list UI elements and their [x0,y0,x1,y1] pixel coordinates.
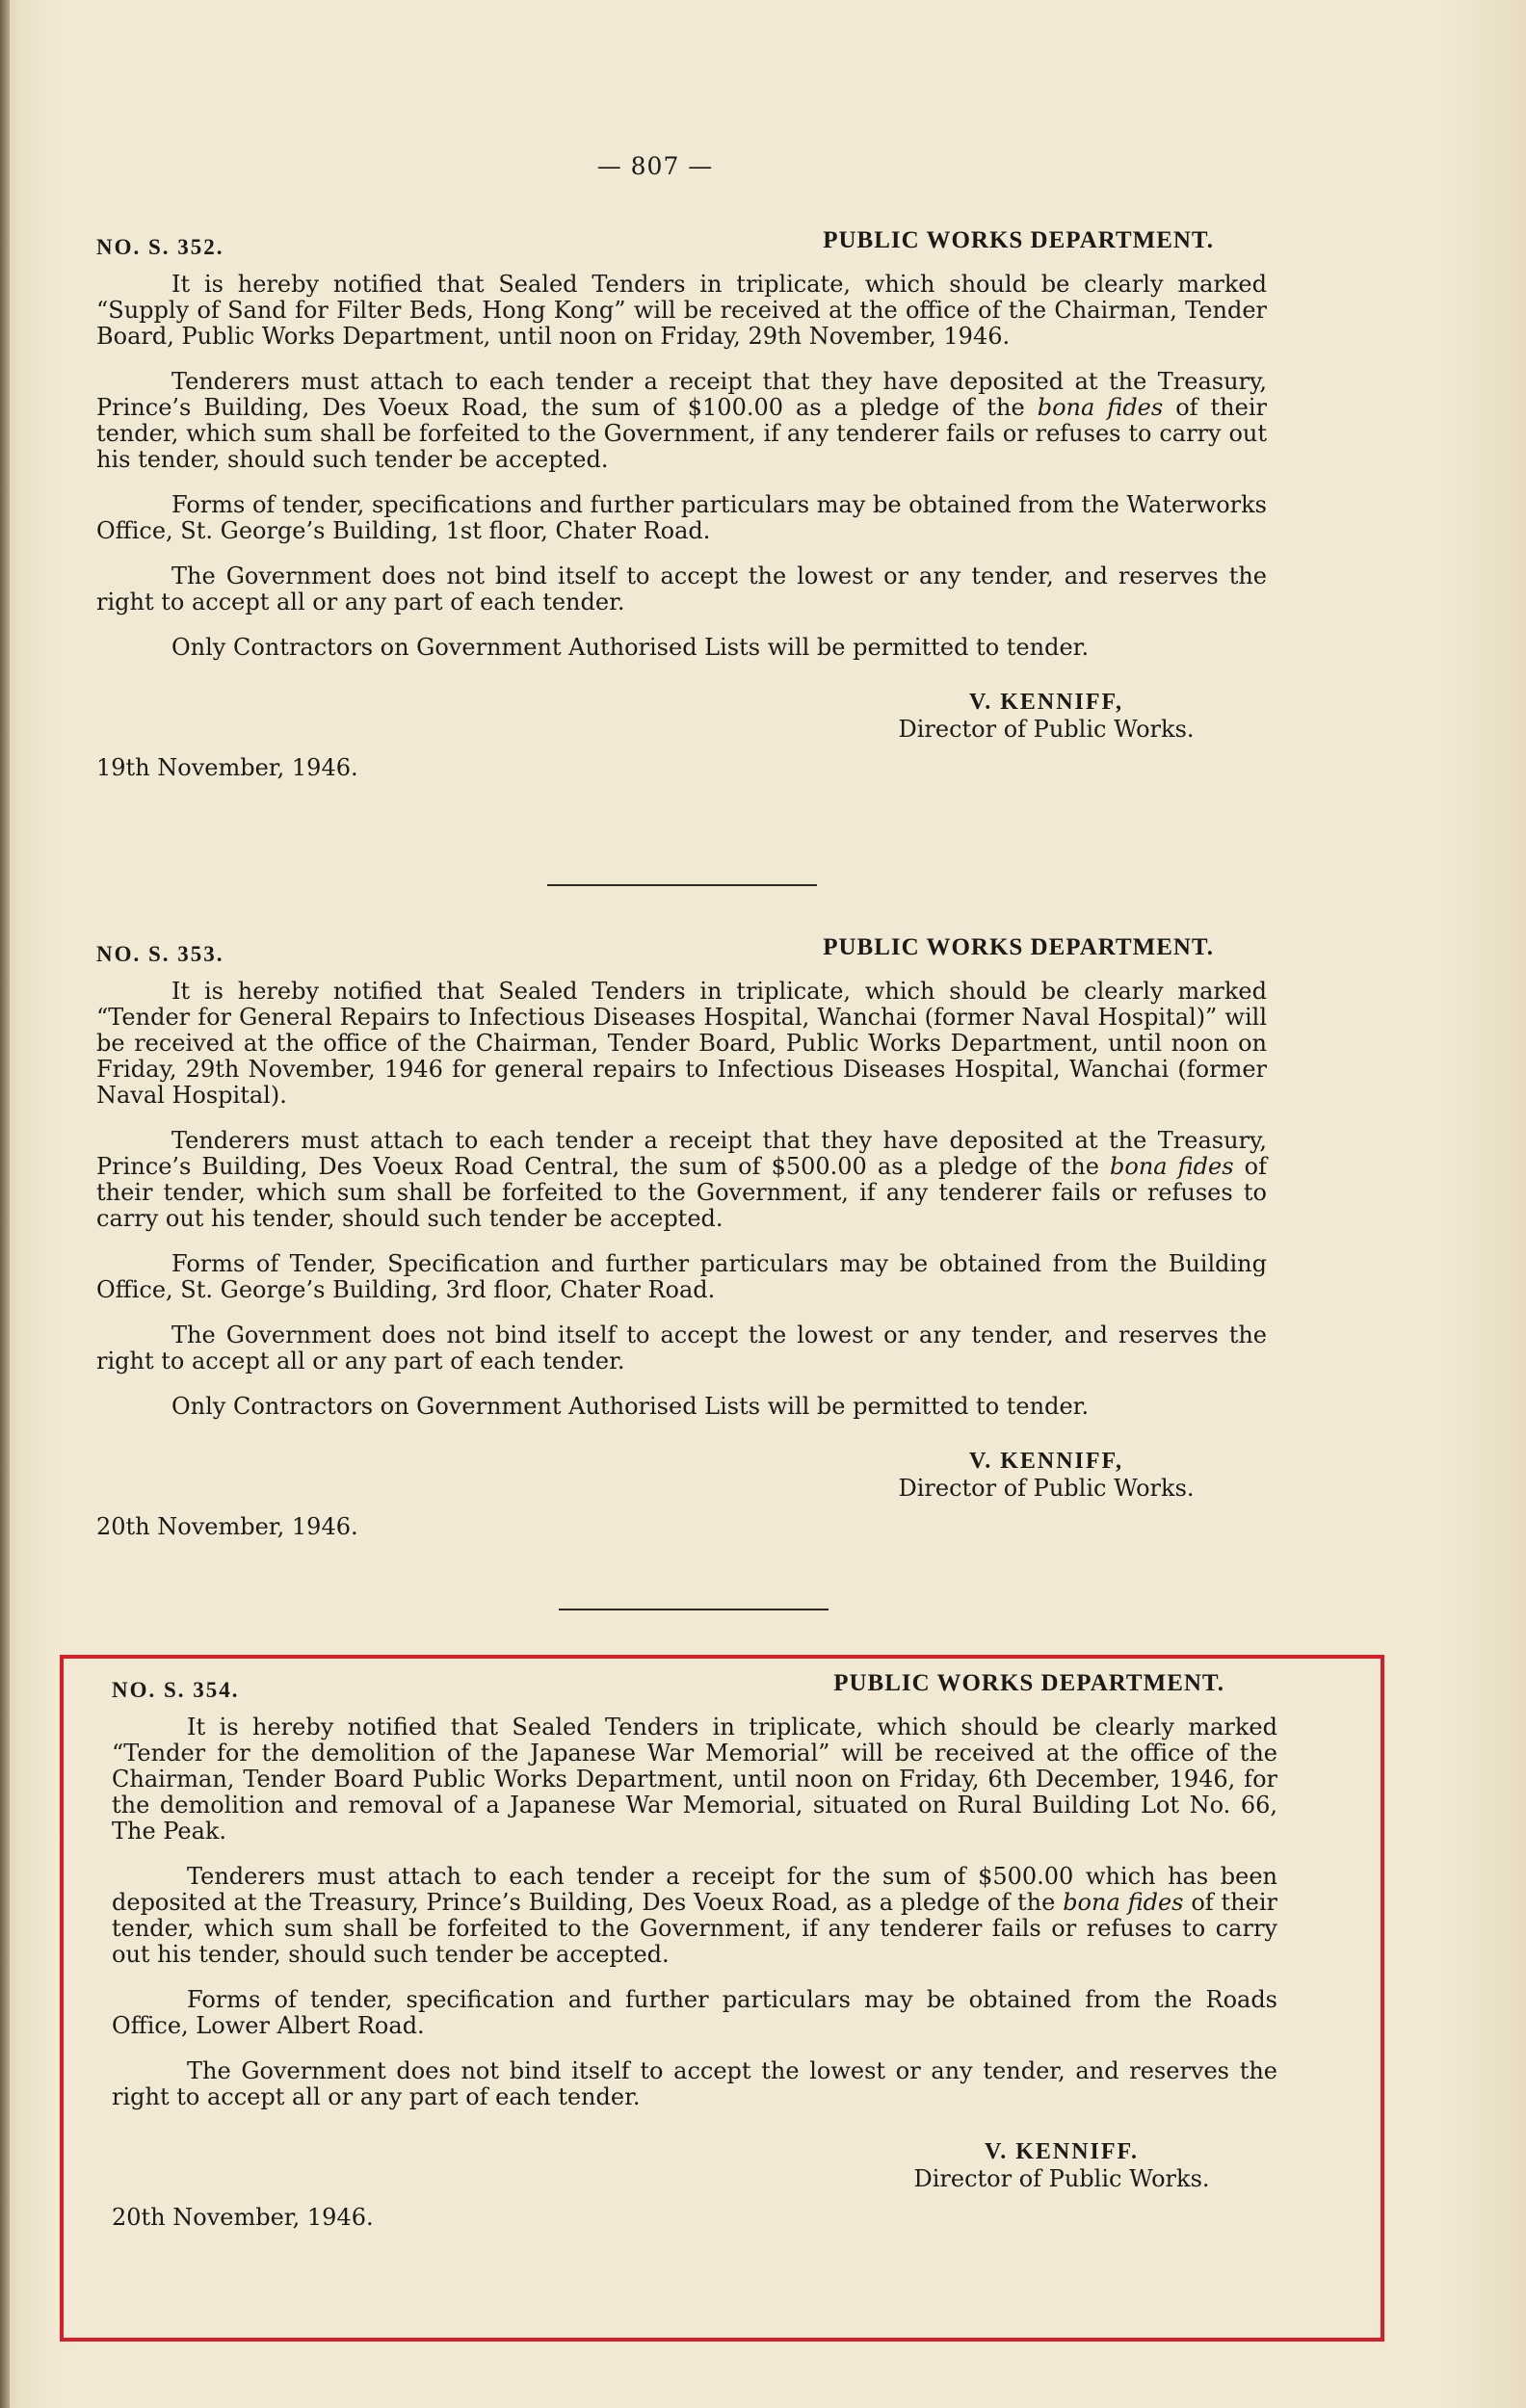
notice-s352 [96,227,1267,781]
deposit-text: Tenderers must attach to each tender a receipt for the sum of $500.00 which has been deposited at the Treasury, Prince’s Building, Des Voeux Road, as a pledge of the [112,1863,1277,1916]
notice-number: NO. S. 353. [96,942,224,966]
signatory-title: Director of Public Works. [913,2165,1210,2192]
notice-date: 20th November, 1946. [112,2204,374,2231]
notice-paragraph: It is hereby notified that Sealed Tenders in triplicate, which should be clearly marked “Tender for the demolition of the Japanese War Memorial” will be received at the office of the Chairman, Tender Board Public Works Department, until noon on Friday, 6th December, 1946, for the demolition and removal of a Japanese War Memorial, situated on Rural Building Lot No. 66, The Peak. [112,1714,1277,1845]
notice-paragraph-deposit [96,1128,1267,1232]
section-divider [547,884,817,886]
page-number: — 807 — [596,152,714,180]
signatory-title: Director of Public Works. [898,716,1195,743]
highlight-box [60,1655,1384,2342]
notice-paragraph: It is hereby notified that Sealed Tenders in triplicate, which should be clearly marked “Tender for General Repairs to Infectious Diseases Hospital, Wanchai (former Naval Hospital)” will be received at the office of the Chairman, Tender Board, Public Works Department, until noon on Friday, 29th November, 1946 for general repairs to Infectious Diseases Hospital, Wanchai (former Naval Hospital). [96,978,1267,1109]
notice-paragraph-deposit [96,369,1267,473]
notice-paragraph: Forms of tender, specification and further particulars may be obtained from the Roads Office, Lower Albert Road. [112,1986,1277,2039]
signatory-name: V. KENNIFF, [968,1449,1124,1474]
signature-block [854,690,1239,743]
notice-header [96,934,1267,979]
signature-block [854,1449,1239,1502]
signatory-name: V. KENNIFF, [968,690,1124,715]
deposit-text-tail: of their tender, which sum shall be forfeited to the Government, if any tenderer fails or refuses to carry out his tender, should such tender be accepted. [112,1889,1277,1968]
notice-number: NO. S. 352. [96,235,224,259]
notice-number: NO. S. 354. [112,1678,240,1702]
book-spine-edge [0,0,10,2408]
notice-department: PUBLIC WORKS DEPARTMENT. [823,227,1214,253]
section-divider [559,1609,829,1610]
notice-paragraph: Forms of tender, specifications and further particulars may be obtained from the Waterworks Office, St. George’s Building, 1st floor, Chater Road. [96,491,1267,544]
deposit-text: Tenderers must attach to each tender a receipt that they have deposited at the Treasury, Prince’s Building, Des Voeux Road Central, the sum of $500.00 as a pledge of the [96,1127,1267,1180]
signatory-title: Director of Public Works. [898,1475,1195,1502]
notice-s353 [96,934,1267,1540]
signatory-name: V. KENNIFF. [984,2139,1140,2164]
deposit-text-tail: of their tender, which sum shall be forfeited to the Government, if any tenderer fails or refuses to carry out his tender, should such tender be accepted. [96,394,1267,473]
notice-paragraph: Only Contractors on Government Authorised Lists will be permitted to tender. [171,1393,1090,1420]
notice-date: 20th November, 1946. [96,1513,358,1540]
deposit-text-tail: of their tender, which sum shall be forfeited to the Government, if any tenderer fails or refuses to carry out his tender, should such tender be accepted. [96,1153,1267,1232]
notice-paragraph: It is hereby notified that Sealed Tenders in triplicate, which should be clearly marked “Supply of Sand for Filter Beds, Hong Kong” will be received at the office of the Chairman, Tender Board, Public Works Department, until noon on Friday, 29th November, 1946. [96,271,1267,350]
notice-paragraph: Only Contractors on Government Authorised Lists will be permitted to tender. [171,634,1090,661]
notice-paragraph: The Government does not bind itself to accept the lowest or any tender, and reserves the right to accept all or any part of each tender. [112,2057,1277,2110]
notice-department: PUBLIC WORKS DEPARTMENT. [823,934,1214,960]
notice-paragraph: Forms of Tender, Specification and further particulars may be obtained from the Building Office, St. George’s Building, 3rd floor, Chater Road. [96,1250,1267,1303]
notice-paragraph: The Government does not bind itself to accept the lowest or any tender, and reserves the right to accept all or any part of each tender. [96,563,1267,615]
notice-date: 19th November, 1946. [96,754,358,781]
italic-phrase: bona fides [1037,394,1164,421]
notice-header [96,227,1267,272]
italic-phrase: bona fides [1110,1153,1234,1180]
notice-department: PUBLIC WORKS DEPARTMENT. [833,1670,1224,1696]
deposit-text: Tenderers must attach to each tender a receipt that they have deposited at the Treasury, Prince’s Building, Des Voeux Road, the sum of $100.00 as a pledge of the [96,368,1267,421]
notice-paragraph: The Government does not bind itself to accept the lowest or any tender, and reserves the right to accept all or any part of each tender. [96,1322,1267,1374]
italic-phrase: bona fides [1063,1889,1184,1916]
